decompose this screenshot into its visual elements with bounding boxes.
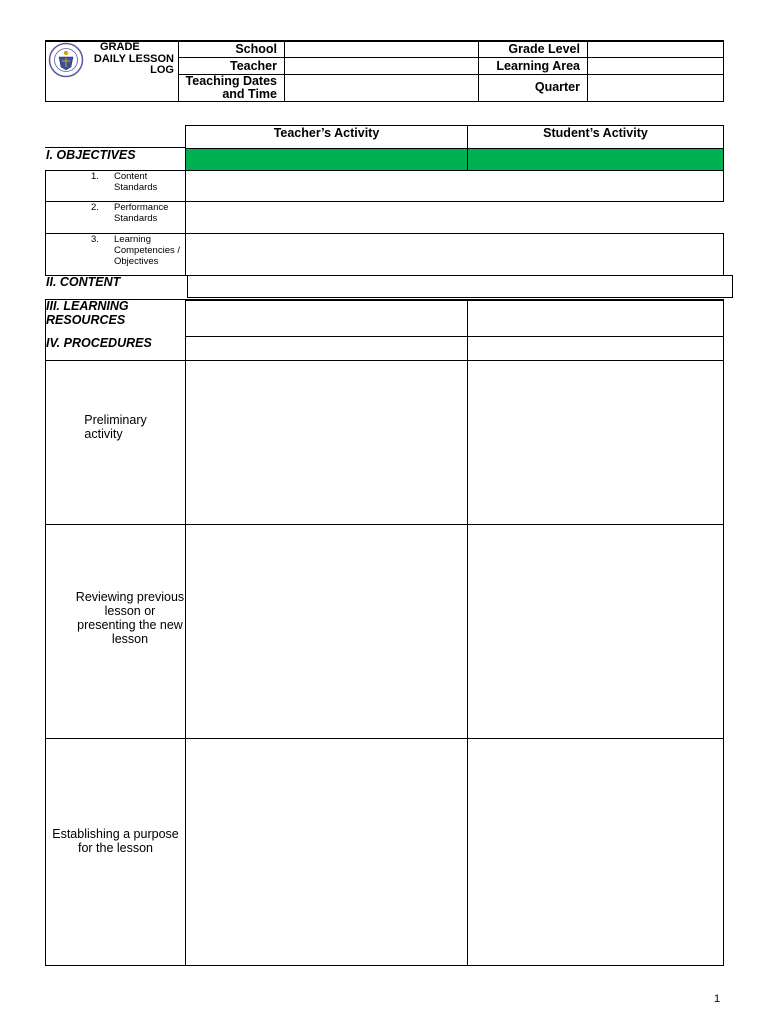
- objective-item-learning-competencies: [45, 233, 186, 276]
- performance-standards-cell[interactable]: [185, 202, 724, 233]
- teacher-activity-label: Teacher’s Activity: [273, 126, 380, 140]
- resources-line: III. LEARNING: [46, 299, 129, 313]
- dates-line: Teaching Dates: [185, 74, 277, 88]
- learning-area-label: Learning Area: [496, 59, 580, 73]
- teaching-dates-field[interactable]: [286, 76, 476, 100]
- divider: [178, 40, 179, 102]
- grade-level-label: Grade Level: [508, 42, 580, 56]
- page-number: 1: [714, 993, 721, 1005]
- objectives-teacher-cell[interactable]: [185, 148, 468, 171]
- objective-line: Performance: [114, 202, 169, 213]
- procedures-heading: IV. PROCEDURES: [46, 336, 152, 350]
- divider: [284, 40, 285, 102]
- objective-num: 2.: [91, 202, 99, 213]
- title-line: LOG: [150, 64, 174, 76]
- procedure-line: lesson or: [104, 604, 156, 618]
- teacher-field[interactable]: [286, 59, 476, 73]
- quarter-field[interactable]: [589, 76, 722, 100]
- procedure-line: Reviewing previous: [75, 590, 185, 604]
- objective-label: [114, 171, 157, 193]
- student-activity-header: [467, 125, 724, 149]
- page-title: [84, 42, 174, 77]
- objectives-heading: I. OBJECTIVES: [46, 148, 136, 162]
- divider: [45, 147, 185, 148]
- grade-level-field[interactable]: [589, 42, 722, 56]
- objective-line: Competencies /: [114, 245, 181, 256]
- procedure-label-establishing: [46, 827, 185, 855]
- procedure-label-reviewing: [70, 590, 190, 646]
- dates-line: and Time: [222, 87, 277, 101]
- school-field[interactable]: [286, 42, 476, 56]
- divider: [178, 57, 724, 58]
- objective-num: 1.: [91, 171, 99, 182]
- objective-item-content-standards: [45, 170, 186, 202]
- content-cell[interactable]: [187, 275, 733, 298]
- objective-line: Learning: [114, 234, 151, 245]
- reviewing-student-cell[interactable]: [467, 524, 724, 739]
- divider: [45, 965, 724, 966]
- procedure-label-preliminary: [46, 413, 185, 441]
- content-standards-cell[interactable]: [185, 170, 724, 202]
- learning-area-field[interactable]: [589, 59, 722, 73]
- objective-line: Standards: [114, 182, 158, 193]
- divider: [478, 40, 479, 102]
- teacher-activity-header: [185, 125, 468, 149]
- objectives-student-cell[interactable]: [467, 148, 724, 171]
- procedure-line: presenting the new: [77, 618, 183, 632]
- divider: [45, 299, 46, 966]
- deped-seal-icon: [48, 42, 84, 78]
- objective-label: [114, 234, 180, 267]
- divider: [587, 40, 588, 102]
- preliminary-teacher-cell[interactable]: [185, 360, 468, 525]
- procedures-teacher-cell[interactable]: [185, 336, 468, 361]
- resources-teacher-cell[interactable]: [185, 300, 468, 337]
- procedure-line: lesson: [111, 632, 149, 646]
- title-line: DAILY LESSON: [93, 52, 174, 65]
- objective-line: Objectives: [114, 256, 159, 267]
- learning-competencies-cell[interactable]: [185, 233, 724, 276]
- objective-label: [114, 202, 168, 224]
- title-line: GRADE: [100, 41, 140, 53]
- resources-student-cell[interactable]: [467, 300, 724, 337]
- objective-line: Standards: [114, 213, 158, 224]
- content-heading: II. CONTENT: [46, 275, 121, 289]
- resources-line: RESOURCES: [46, 313, 126, 327]
- reviewing-teacher-cell[interactable]: [185, 524, 468, 739]
- teacher-label: Teacher: [229, 59, 277, 73]
- procedure-line: Preliminary: [84, 413, 147, 427]
- teaching-dates-label: [180, 75, 277, 101]
- procedure-line: Establishing a purpose: [52, 827, 179, 841]
- preliminary-student-cell[interactable]: [467, 360, 724, 525]
- school-label: School: [235, 42, 277, 56]
- learning-resources-heading: [46, 299, 129, 327]
- establishing-teacher-cell[interactable]: [185, 738, 468, 966]
- objective-num: 3.: [91, 234, 99, 245]
- establishing-student-cell[interactable]: [467, 738, 724, 966]
- procedures-student-cell[interactable]: [467, 336, 724, 361]
- objective-line: Content: [114, 171, 148, 182]
- procedure-line: activity: [84, 427, 123, 441]
- student-activity-label: Student’s Activity: [543, 126, 648, 140]
- objective-item-performance-standards: [45, 201, 186, 234]
- procedure-line: for the lesson: [77, 841, 154, 855]
- quarter-label: Quarter: [534, 80, 580, 94]
